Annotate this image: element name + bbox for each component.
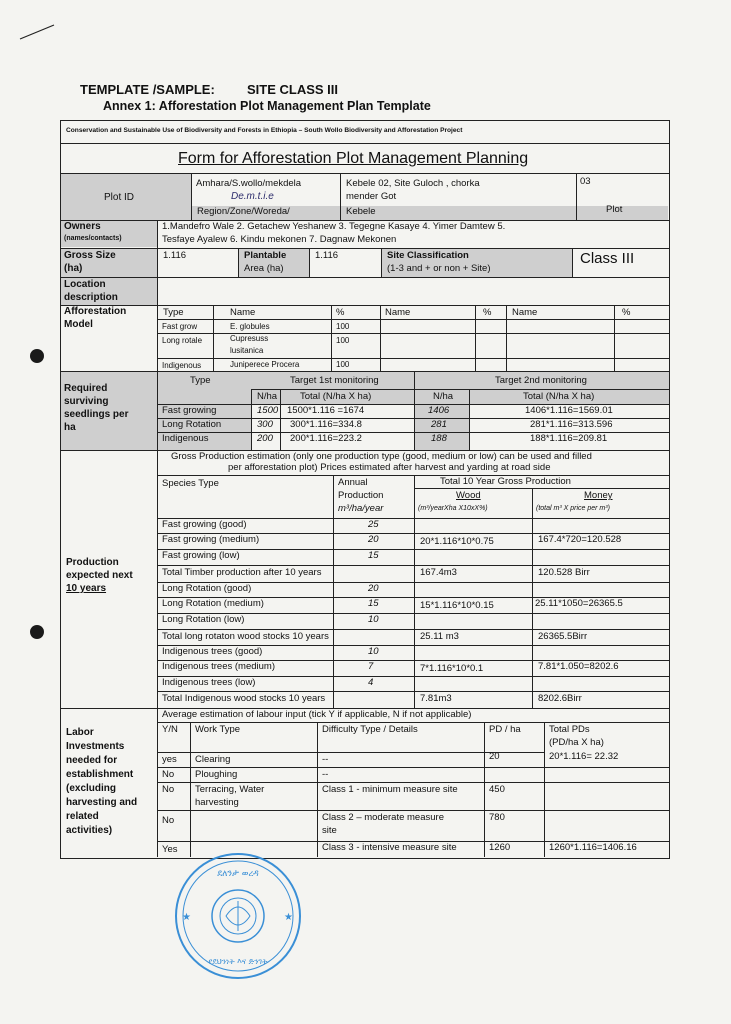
prod-row-5-annual: 20: [368, 583, 379, 594]
owners-sublabel: (names/contacts): [64, 235, 122, 242]
svg-text:★: ★: [182, 912, 191, 923]
stamp-top-text: ደለንታ ወረዳ: [217, 869, 259, 879]
labor-row-1-work: Clearing: [195, 754, 231, 765]
afforestation-name-header-3: Name: [512, 307, 538, 318]
prod-row-9-species: Indigenous trees (good): [162, 646, 263, 657]
target-2-total-header: Total (N/ha X ha): [523, 391, 595, 402]
prod-row-2-species: Fast growing (medium): [162, 534, 260, 545]
gross-size-label: Gross Size: [64, 250, 116, 261]
seedlings-type-header: Type: [190, 375, 211, 386]
annex-title: Annex 1: Afforestation Plot Management Plan Template: [103, 99, 431, 113]
site-classification-note: (1-3 and + or non + Site): [387, 263, 491, 274]
target-2-nha-header: N/ha: [433, 391, 454, 402]
site-classification-label: Site Classification: [387, 250, 469, 261]
prod-row-1-species: Fast growing (good): [162, 519, 247, 530]
labor-row-4-pd: 780: [489, 812, 505, 823]
pd-ha-header: PD / ha: [489, 724, 521, 735]
handwritten-note: De.m.t.i.e: [231, 191, 274, 202]
prod-row-2-annual: 20: [368, 534, 379, 545]
labor-row-1-diff: --: [322, 754, 329, 765]
seedlings-row-long-n1: 300: [257, 419, 273, 430]
project-line: Conservation and Sustainable Use of Biodiversity and Forests in Ethiopia – South Wollo Biodiversity and Afforestation Project: [66, 127, 463, 134]
affor-pct-long: 100: [336, 336, 350, 345]
seedlings-label-2: surviving: [64, 396, 109, 407]
prod-row-6-money: 25.11*1050=26365.5: [535, 598, 623, 609]
prod-row-10-annual: 7: [368, 661, 374, 672]
seedlings-row-indig-n2: 188: [431, 433, 447, 444]
labor-row-3-diff: Class 1 - minimum measure site: [322, 784, 458, 795]
seedlings-row-indig-tot1: 200*1.116=223.2: [290, 433, 362, 444]
prod-row-4-species: Total Timber production after 10 years: [162, 567, 322, 578]
production-intro-1: Gross Production estimation (only one production type (good, medium or low) can be used and filled: [171, 451, 592, 462]
prod-row-1-annual: 25: [368, 519, 379, 530]
prod-row-2-wood: 20*1.116*10*0.75: [420, 536, 494, 547]
afforestation-pct-header-3: %: [622, 307, 631, 318]
seedlings-row-fast-tot1: 1500*1.116 =1674: [287, 405, 365, 416]
owners-line-1: 1.Mandefro Wale 2. Getachew Yeshanew 3. Tegegne Kasaye 4. Yimer Damtew 5.: [162, 221, 506, 232]
labor-row-1-pd: 20: [489, 751, 500, 762]
site-class-heading: SITE CLASS III: [247, 82, 339, 97]
labor-row-5-pd: 1260: [489, 842, 511, 853]
labor-row-4-yn: No: [162, 815, 175, 826]
punch-hole-top: [30, 349, 44, 363]
prod-row-10-money: 7.81*1.050=8202.6: [538, 661, 619, 672]
production-label-2: expected next: [66, 570, 133, 581]
labor-label-6: harvesting and: [66, 797, 138, 808]
labor-label-4: establishment: [66, 769, 134, 780]
labor-label-3: needed for: [66, 755, 118, 766]
target-1-total-header: Total (N/ha X ha): [300, 391, 372, 402]
prod-row-7-species: Long Rotation (low): [162, 614, 245, 625]
prod-row-8-wood: 25.11 m3: [420, 631, 459, 642]
total-pds-header-2: (PD/ha X ha): [549, 737, 604, 748]
labor-label-8: activities): [66, 825, 113, 836]
stamp-bottom-text: የደህንነት እና ድንገት: [208, 957, 268, 966]
seedlings-row-indig-tot2: 188*1.116=209.81: [530, 433, 608, 444]
labor-row-1-total: 20*1.116= 22.32: [549, 751, 619, 762]
afforestation-label-2: Model: [64, 319, 93, 330]
labor-label: Labor: [66, 727, 94, 738]
affor-name-indig: Juniperece Procera: [230, 360, 300, 369]
owners-line-2: Tesfaye Ayalew 6. Kindu mekonen 7. Dagnaw Mekonen: [162, 234, 397, 245]
yn-header: Y/N: [162, 724, 178, 735]
afforestation-name-header-2: Name: [385, 307, 411, 318]
kebele-value-2: mender Got: [346, 191, 397, 202]
production-intro-2: per afforestation plot) Prices estimated after harvest and yarding at road side: [228, 462, 551, 473]
svg-text:★: ★: [284, 912, 293, 923]
labor-row-4-diff: Class 2 – moderate measure: [322, 812, 444, 823]
prod-row-6-species: Long Rotation (medium): [162, 598, 264, 609]
plot-id-label: Plot ID: [104, 192, 135, 203]
target-1-nha-header: N/ha: [257, 391, 278, 402]
labor-label-7: related: [66, 811, 99, 822]
location-label: Location: [64, 279, 106, 290]
affor-pct-indig: 100: [336, 360, 350, 369]
seedlings-row-long-type: Long Rotation: [162, 419, 222, 430]
afforestation-pct-header-2: %: [483, 307, 492, 318]
labor-row-5-diff: Class 3 - intensive measure site: [322, 842, 457, 853]
prod-row-8-species: Total long rotaton wood stocks 10 years: [162, 631, 329, 642]
species-type-header: Species Type: [162, 478, 219, 489]
site-class-value: Class III: [580, 250, 635, 267]
affor-type-fast: Fast grow: [162, 322, 198, 331]
affor-name-long: Cupresuss: [230, 334, 269, 343]
affor-name-long-2: lusitanica: [230, 346, 264, 355]
seedlings-row-fast-type: Fast growing: [162, 405, 217, 416]
affor-pct-fast: 100: [336, 322, 350, 331]
prod-row-7-annual: 10: [368, 614, 379, 625]
seedlings-label-4: ha: [64, 422, 76, 433]
prod-row-5-species: Long Rotation (good): [162, 583, 252, 594]
labor-row-2-yn: No: [162, 769, 175, 780]
labor-row-3-yn: No: [162, 784, 175, 795]
gross-size-value: 1.116: [163, 250, 187, 261]
labor-row-3-pd: 450: [489, 784, 505, 795]
affor-name-fast: E. globules: [230, 322, 270, 331]
prod-row-11-annual: 4: [368, 677, 374, 688]
affor-type-long: Long rotale: [162, 336, 203, 345]
wood-header: Wood: [456, 490, 481, 501]
prod-row-6-wood: 15*1.116*10*0.15: [420, 600, 494, 611]
labor-row-1-yn: yes: [162, 754, 177, 765]
region-value: Amhara/S.wollo/mekdela: [196, 178, 302, 189]
seedlings-row-fast-tot2: 1406*1.116=1569.01: [525, 405, 613, 416]
seedlings-row-long-tot2: 281*1.116=313.596: [530, 419, 613, 430]
prod-row-2-money: 167.4*720=120.528: [538, 534, 622, 545]
gross-size-unit: (ha): [64, 263, 83, 274]
prod-row-11-species: Indigenous trees (low): [162, 677, 256, 688]
labor-row-5-yn: Yes: [162, 844, 178, 855]
money-header: Money: [584, 490, 613, 501]
labor-label-5: (excluding: [66, 783, 117, 794]
total-10-year-header: Total 10 Year Gross Production: [440, 476, 571, 487]
seedlings-row-long-tot1: 300*1.116=334.8: [290, 419, 362, 430]
pen-mark: [18, 22, 58, 42]
target-1-header: Target 1st monitoring: [290, 375, 379, 386]
seedlings-row-long-n2: 281: [431, 419, 447, 430]
labor-row-4-diff-2: site: [322, 825, 337, 836]
money-unit: (total m³ X price per m³): [536, 505, 610, 512]
region-label: Region/Zone/Woreda/: [197, 206, 290, 217]
annual-header-1: Annual: [338, 477, 368, 488]
kebele-value: Kebele 02, Site Guloch , chorka: [346, 178, 480, 189]
wood-unit: (m³/yearXha X10xX%): [418, 505, 488, 512]
seedlings-row-fast-n2: 1406: [428, 405, 450, 416]
difficulty-header: Difficulty Type / Details: [322, 724, 418, 735]
prod-row-3-annual: 15: [368, 550, 379, 561]
prod-row-6-annual: 15: [368, 598, 379, 609]
annual-header-3: m³/ha/year: [338, 503, 384, 514]
prod-row-9-annual: 10: [368, 646, 379, 657]
seedlings-row-indig-n1: 200: [257, 433, 273, 444]
plantable-label: Plantable: [244, 250, 287, 261]
location-label-2: description: [64, 292, 118, 303]
target-2-header: Target 2nd monitoring: [495, 375, 587, 386]
prod-row-12-wood: 7.81m3: [420, 693, 452, 704]
labor-row-2-work: Ploughing: [195, 769, 238, 780]
seedlings-row-indig-type: Indigenous: [162, 433, 209, 444]
prod-row-10-species: Indigenous trees (medium): [162, 661, 275, 672]
seedlings-row-fast-n1: 1500: [257, 405, 279, 416]
afforestation-name-header: Name: [230, 307, 256, 318]
total-pds-header: Total PDs: [549, 724, 590, 735]
affor-type-indig: Indigenous: [162, 361, 202, 370]
template-label: TEMPLATE /SAMPLE:: [80, 82, 215, 97]
prod-row-8-money: 26365.5Birr: [538, 631, 588, 642]
annual-header-2: Production: [338, 490, 384, 501]
afforestation-type-header: Type: [163, 307, 184, 318]
seedlings-label-3: seedlings per: [64, 409, 129, 420]
labor-row-3-work: Terracing, Water: [195, 784, 265, 795]
afforestation-label: Afforestation: [64, 306, 127, 317]
labor-row-2-diff: --: [322, 769, 329, 780]
form-title: Form for Afforestation Plot Management Planning: [178, 150, 529, 167]
punch-hole-bottom: [30, 625, 44, 639]
kebele-label: Kebele: [346, 206, 376, 217]
labor-label-2: Investments: [66, 741, 125, 752]
work-type-header: Work Type: [195, 724, 241, 735]
labor-intro: Average estimation of labour input (tick Y if applicable, N if not applicable): [162, 709, 472, 720]
labor-row-3-work-2: harvesting: [195, 797, 239, 808]
plot-number: 03: [580, 176, 591, 187]
prod-row-3-species: Fast growing (low): [162, 550, 240, 561]
plantable-value: 1.116: [315, 250, 339, 261]
owners-label: Owners: [64, 221, 101, 232]
afforestation-pct-header: %: [336, 307, 345, 318]
prod-row-12-species: Total Indigenous wood stocks 10 years: [162, 693, 326, 704]
plot-label: Plot: [606, 204, 623, 215]
official-stamp: [168, 846, 308, 986]
labor-row-5-total: 1260*1.116=1406.16: [549, 842, 637, 853]
production-label-3: 10 years: [66, 583, 107, 594]
plantable-unit: Area (ha): [244, 263, 284, 274]
production-label: Production: [66, 557, 119, 568]
prod-row-4-wood: 167.4m3: [420, 567, 457, 578]
prod-row-4-money: 120.528 Birr: [538, 567, 590, 578]
prod-row-12-money: 8202.6Birr: [538, 693, 582, 704]
seedlings-label: Required: [64, 383, 108, 394]
prod-row-10-wood: 7*1.116*10*0.1: [420, 663, 484, 674]
